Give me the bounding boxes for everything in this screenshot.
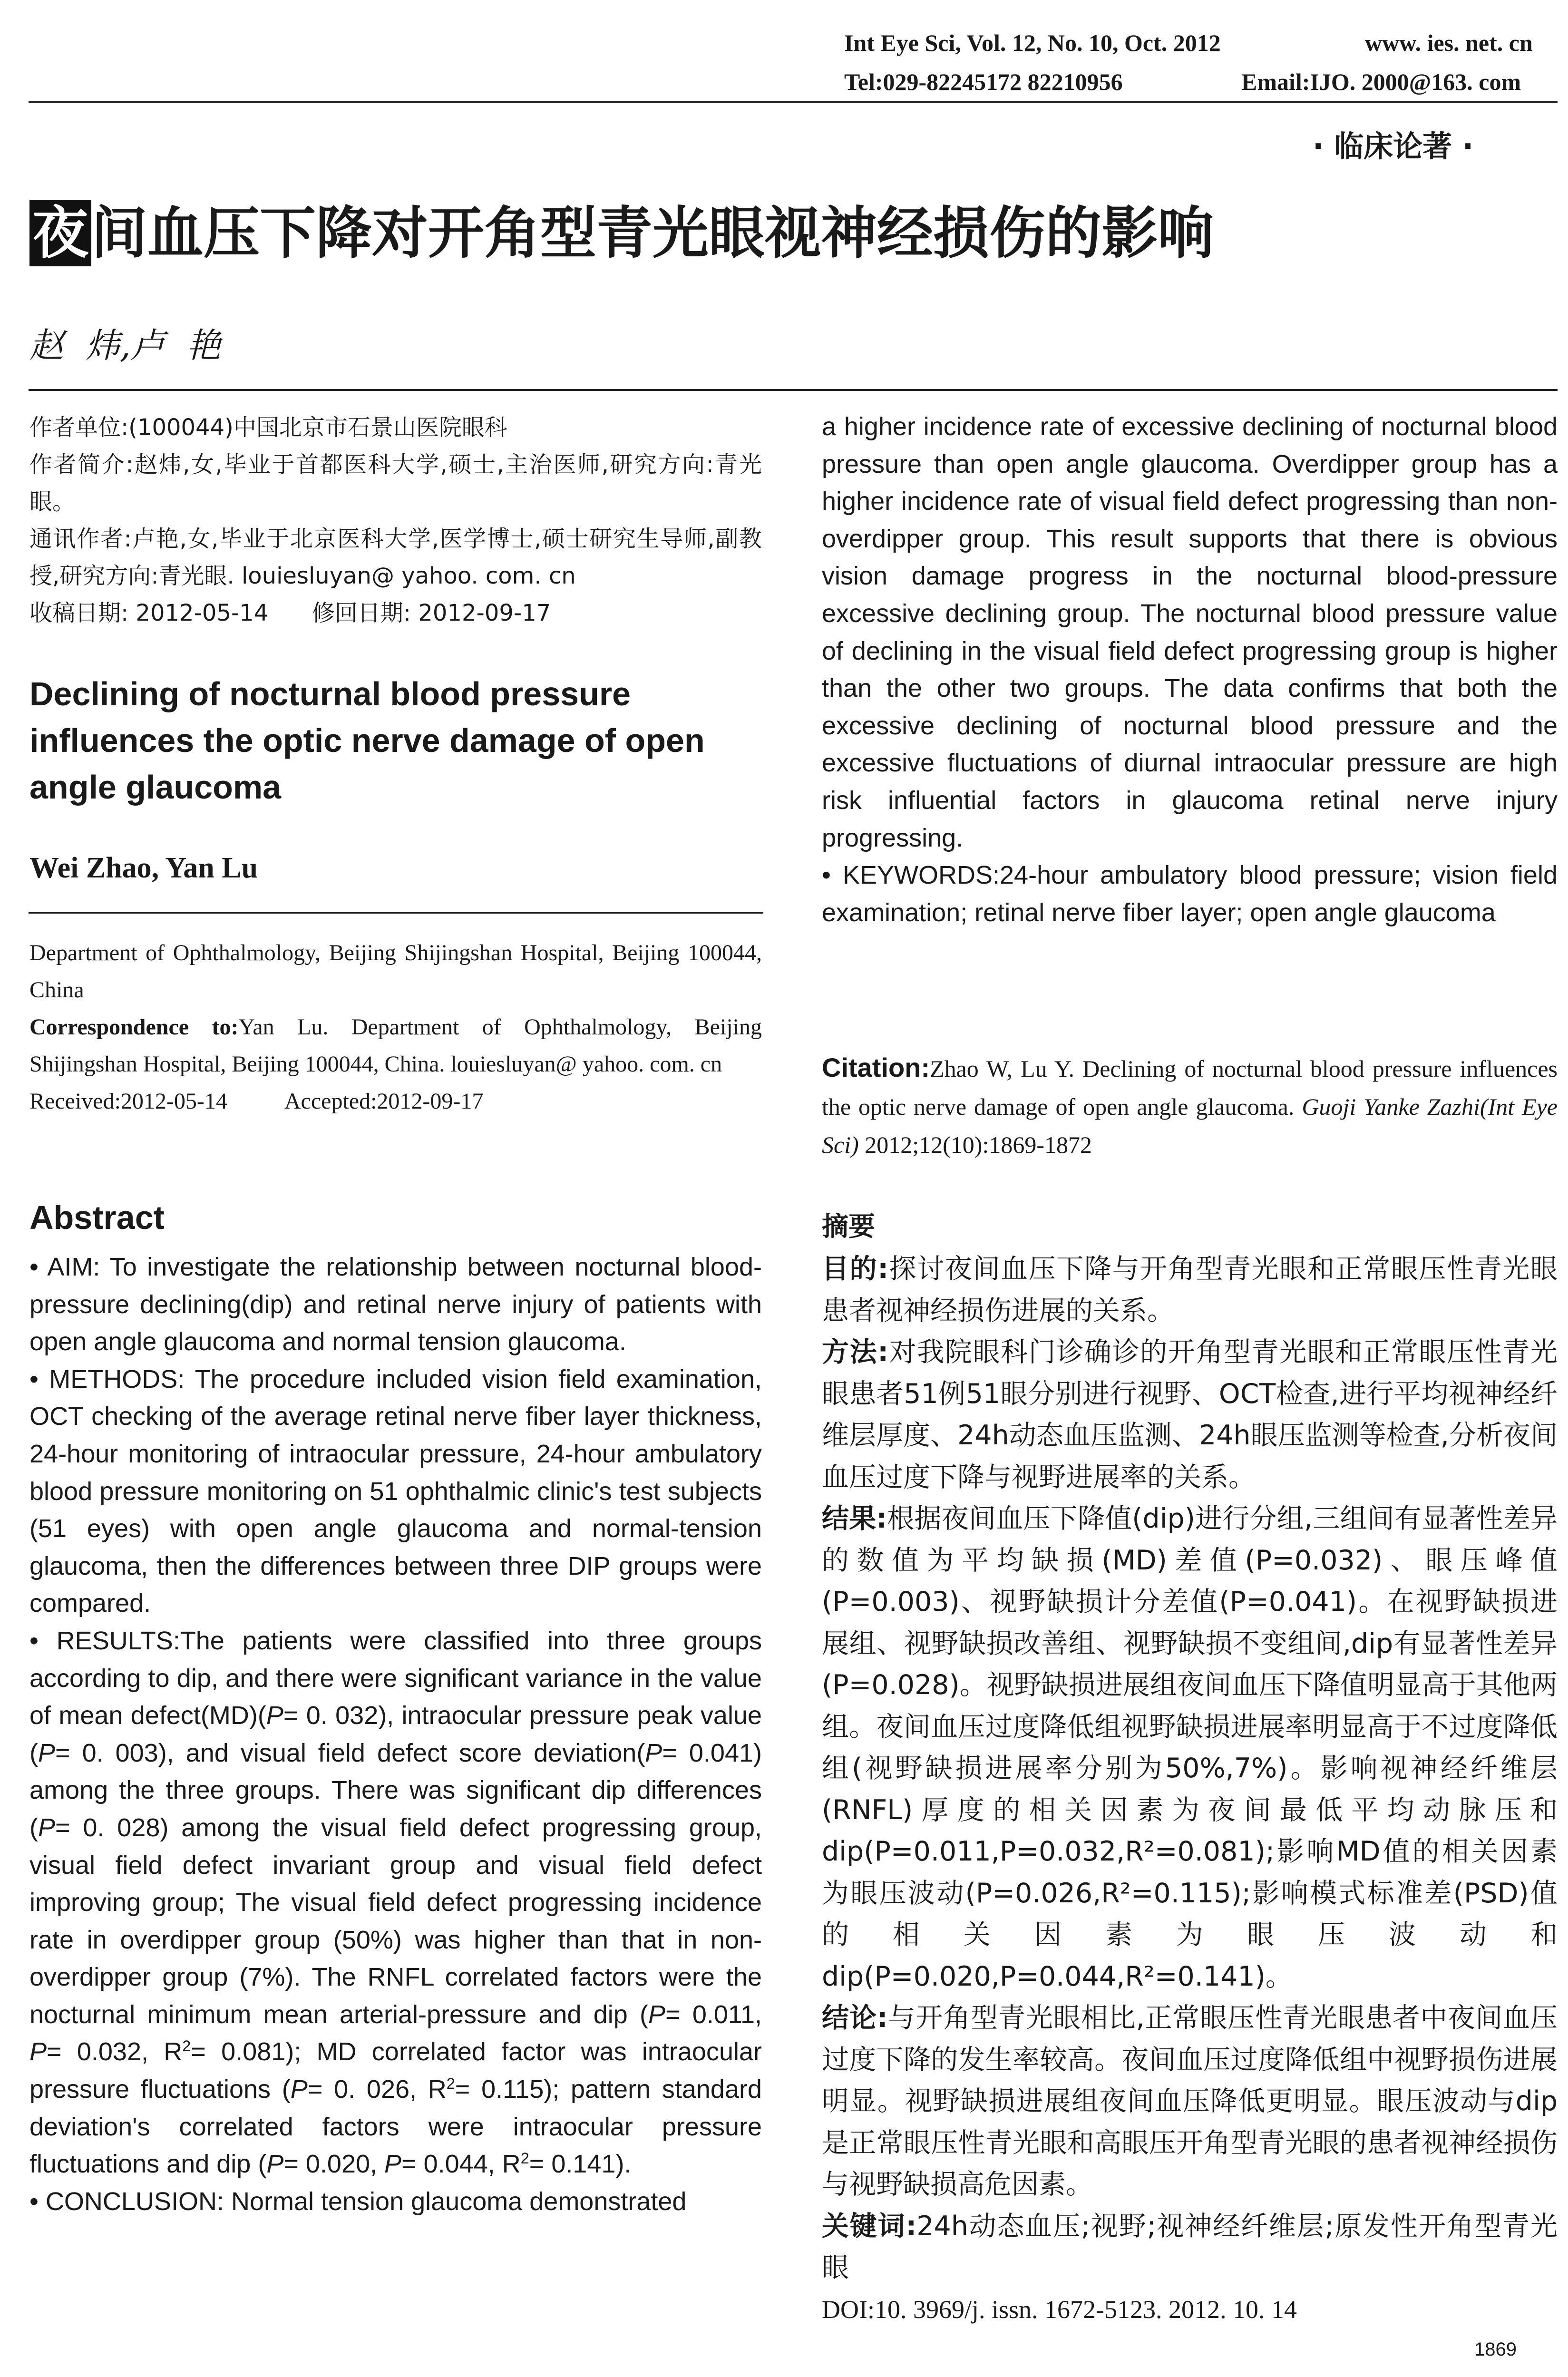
abstract-conclusion-cont: a higher incidence rate of excessive declining of nocturnal blood pressure than open angle glaucoma. Overdipper group has a higher incidence rate of visual field defect progressing than non-overdipper group. This result supports that there is obvious vision damage progress in the nocturnal blood-pressure excessive declining group. The nocturnal blood pressure value of declining in the visual field defect progressing group is higher than the other two groups. The data confirms that both the excessive declining of nocturnal blood pressure and the excessive fluctuations of diurnal intraocular pressure are high risk influential factors in glaucoma retinal nerve injury progressing. (822, 412, 1558, 852)
article-title (29, 200, 1214, 266)
journal-website: www. ies. net. cn (1365, 29, 1533, 56)
abstract-cn-conclusion: 结论:与开角型青光眼相比,正常眼压性青光眼患者中夜间血压过度下降的发生率较高。夜间血压过度降低组中视野损伤进展明显。视野缺损进展组夜间血压降低更明显。眼压波动与dip是正常眼压性青光眼和高眼压开角型青光眼的患者视神经损伤与视野缺损高危因素。 (822, 2002, 1558, 2200)
doi: DOI:10. 3969/j. issn. 1672-5123. 2012. 10. 14 (822, 2295, 1297, 2324)
abstract-methods: • METHODS: The procedure included vision field examination, OCT checking of the average retinal nerve fiber layer thickness, 24-hour monitoring of intraocular pressure, 24-hour ambulatory blood pressure monitoring on 51 ophthalmic clinic's test subjects (51 eyes) with open angle glaucoma and normal-tension glaucoma, then the differences between three DIP groups were compared. (29, 1364, 762, 1618)
title-rest: 间血压下降对开角型青光眼视神经损伤的影响 (91, 200, 1214, 266)
abstract-conclusion-start: • CONCLUSION: Normal tension glaucoma demonstrated (29, 2187, 687, 2216)
correspondence-label: Correspondence to: (29, 1014, 239, 1040)
abstract-en-cont (822, 408, 1558, 931)
journal-info: Int Eye Sci, Vol. 12, No. 10, Oct. 2012 (844, 29, 1221, 56)
dates-cn: 收稿日期: 2012-05-14 修回日期: 2012-09-17 (29, 600, 551, 626)
journal-email: Email:IJO. 2000@163. com (1241, 68, 1521, 95)
abstract-heading: Abstract (29, 1199, 165, 1236)
authors-cn: 赵 炜,卢 艳 (29, 325, 221, 365)
abstract-cn-heading: 摘要 (822, 1211, 875, 1242)
abstract-cn (822, 1248, 1558, 2289)
citation-label: Citation: (822, 1052, 930, 1082)
section-label: · 临床论著 · (1313, 129, 1474, 164)
title-rule (29, 389, 1558, 391)
bio-cn: 作者简介:赵炜,女,毕业于首都医科大学,硕士,主治医师,研究方向:青光眼。 (29, 451, 762, 515)
abstract-cn-results: 结果:根据夜间血压下降值(dip)进行分组,三组间有显著性差异的数值为平均缺损(MD)差值(P=0.032)、眼压峰值(P=0.003)、视野缺损计分差值(P=0.041)。在视野缺损进展组、视野缺损改善组、视野缺损不变组间,dip有显著性差异(P=0.028)。视野缺损进展组夜间血压下降值明显高于其他两组。夜间血压过度降低组视野缺损进展率明显高于不过度降低组(视野缺损进展率分别为50%,7%)。影响视神经纤维层(RNFL)厚度的相关因素为夜间最低平均动脉压和dip(P=0.011,P=0.032,R²=0.081);影响MD值的相关因素为眼压波动(P=0.026,R²=0.115);影响模式标准差(PSD)值的相关因素为眼压波动和dip(P=0.020,P=0.044,R²=0.141)。 (822, 1503, 1558, 1992)
correspondence-cn: 通讯作者:卢艳,女,毕业于北京医科大学,医学博士,硕士研究生导师,副教授,研究方向:青光眼. louiesluyan@ yahoo. com. cn (29, 526, 762, 589)
abstract-keywords: • KEYWORDS:24-hour ambulatory blood pressure; vision field examination; retinal nerve fiber layer; open angle glaucoma (822, 861, 1558, 927)
abstract-en (29, 1248, 762, 2220)
department-en: Department of Ophthalmology, Beijing Shijingshan Hospital, Beijing 100044, China (29, 940, 762, 1003)
header-rule (29, 101, 1558, 103)
abstract-cn-keywords: 关键词:24h动态血压;视野;视神经纤维层;原发性开角型青光眼 (822, 2210, 1558, 2283)
abstract-aim: • AIM: To investigate the relationship between nocturnal blood-pressure declining(dip) and retinal nerve injury of patients with open angle glaucoma and normal tension glaucoma. (29, 1253, 762, 1356)
authors-en: Wei Zhao, Yan Lu (29, 852, 258, 884)
title-en: Declining of nocturnal blood pressure influences the optic nerve damage of open angle glaucoma (29, 675, 705, 806)
authors-rule (29, 912, 763, 914)
accepted-date: Accepted:2012-09-17 (284, 1089, 484, 1114)
received-date: Received:2012-05-14 (29, 1089, 227, 1114)
affiliation-cn: 作者单位:(100044)中国北京市石景山医院眼科 (29, 414, 507, 441)
citation-journal: Guoji Yanke Zazhi(Int Eye Sci) (822, 1093, 1558, 1158)
title-first-char: 夜 (29, 200, 91, 266)
abstract-results: • RESULTS:The patients were classified into three groups according to dip, and there were significant variance in the value of mean defect(MD)(P= 0. 032), intraocular pressure peak value (P= 0. 003), and visual field defect score deviation(P= 0.041) among the three groups. There was significant dip differences (P= 0. 028) among the visual field defect progressing group, visual field defect invariant group and visual field defect improving group; The visual field defect progressing incidence rate in overdipper group (50%) was higher than that in non-overdipper group (7%). The RNFL correlated factors were the nocturnal minimum mean arterial-pressure and dip (P= 0.011, P= 0.032, $R^2= 0.081$); MD correlated factor was intraocular pressure fluctuations (P= 0. 026, $R^2= 0.115$); pattern standard deviation's correlated factors were intraocular pressure fluctuations and dip (P= 0.020, P= 0.044, $R^2= 0.141$). (29, 1626, 762, 2179)
affiliation-en (29, 935, 762, 1120)
author-info-cn (29, 409, 762, 632)
abstract-cn-methods: 方法:对我院眼科门诊确诊的开角型青光眼和正常眼压性青光眼患者51例51眼分别进行视野、OCT检查,进行平均视神经纤维层厚度、24h动态血压监测、24h眼压监测等检查,分析夜间血压过度下降与视野进展率的关系。 (822, 1336, 1558, 1493)
abstract-cn-aim: 目的:探讨夜间血压下降与开角型青光眼和正常眼压性青光眼患者视神经损伤进展的关系。 (822, 1253, 1558, 1326)
correspondence-en: Yan Lu. Department of Ophthalmology, Beijing Shijingshan Hospital, Beijing 100044, China. louiesluyan@ yahoo. com. cn (29, 1014, 762, 1077)
page-number: 1869 (1474, 2339, 1517, 2360)
journal-tel: Tel:029-82245172 82210956 (844, 68, 1123, 95)
citation: Citation:Zhao W, Lu Y. Declining of nocturnal blood pressure influences the optic nerve damage of open angle glaucoma. Guoji Yanke Zazhi(Int Eye Sci) 2012;12(10):1869-1872 (822, 1052, 1558, 1158)
